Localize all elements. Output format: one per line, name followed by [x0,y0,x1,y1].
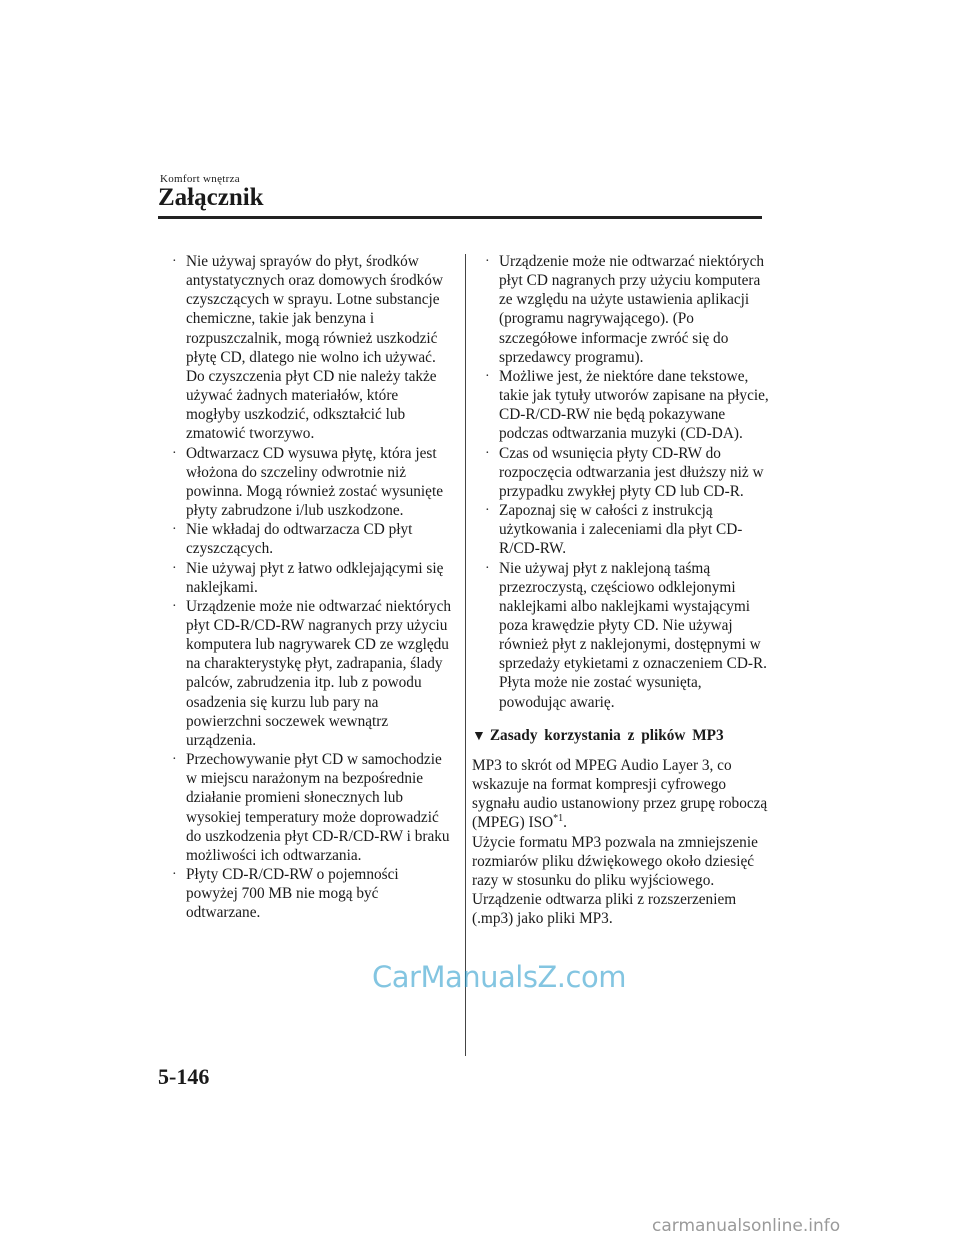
bullet-icon: · [172,445,177,461]
header-rule [158,216,762,219]
mp3-heading [472,726,769,746]
bullet-icon: · [172,254,177,269]
bullet-text: Urządzenie może nie odtwarzać niektórych płyt CD nagranych przy użyciu komputera ze względu na użyte ustawienia aplikacji (programu nagrywającego). (Po szczegółowe informacje zwróć się do sprzedawcy programu). [499,253,765,366]
bullet-text: Możliwe jest, że niektóre dane tekstowe, takie jak tytuły utworów zapisane na płycie, CD-R/CD-RW nie będą pokazywane podczas odtwarzania muzyki (CD-DA). [499,367,769,443]
section-title: Komfort wnętrza [160,173,240,185]
bullet-icon: · [485,368,490,384]
mp3-paragraph-1-end: . [563,814,567,832]
mp3-heading-text: Zasady korzystania z plików MP3 [489,726,724,744]
bullet-icon: · [485,560,490,576]
bullet-icon: · [485,503,490,519]
mp3-paragraph-3: Urządzenie odtwarza pliki z rozszerzeniem (.mp3) jako pliki MP3. [472,891,737,928]
bullet-text: Czas od wsunięcia płyty CD-RW do rozpoczęcia odtwarzania jest dłuższy niż w przypadku zwykłej płyty CD lub CD-R. [499,444,764,500]
bullet-item [172,252,454,444]
bullet-item [485,559,769,712]
bullet-icon: · [485,254,490,269]
bullet-item [485,252,769,367]
mp3-paragraph-1 [472,756,769,833]
bullet-text: Odtwarzacz CD wysuwa płytę, która jest włożona do szczeliny odwrotnie niż powinna. Mogą również zostać wysunięte płyty zabrudzone i/lub uszkodzone. [186,444,443,520]
bullet-item [172,559,454,597]
footnote-ref: *1 [553,813,564,825]
bullet-text: Płyty CD-R/CD-RW o pojemności powyżej 700 MB nie mogą być odtwarzane. [186,866,399,922]
bullet-text: Nie używaj płyt z łatwo odklejającymi się naklejkami. [186,559,444,596]
bullet-text: Przechowywanie płyt CD w samochodzie w miejscu narażonym na bezpośrednie działanie promieni słonecznych lub wysokiej temperatury może doprowadzić do uszkodzenia płyt CD-R/CD-RW i braku możliwości ich odtwarzania. [186,751,450,864]
mp3-paragraph-2: Użycie formatu MP3 pozwala na zmniejszenie rozmiarów pliku dźwiękowego około dziesięć razy w stosunku do pliku wyjściowego. [472,833,758,889]
bullet-icon: · [172,867,177,882]
footer-watermark: carmanualsonline.info [652,1216,841,1236]
mp3-paragraph-1-text: MP3 to skrót od MPEG Audio Layer 3, co wskazuje na format kompresji cyfrowego sygnału audio ustanowiony przez grupę roboczą (MPEG) ISO [472,756,768,832]
watermark: CarManualsZ.com [372,960,626,994]
bullet-text: Nie używaj sprayów do płyt, środków antystatycznych oraz domowych środków czyszczących w sprayu. Lotne substancje chemiczne, takie jak benzyna i rozpuszczalnik, mogą również uszkodzić płytę CD, dlatego nie wolno ich używać. Do czyszczenia płyt CD nie należy także używać żadnych materiałów, które mogłyby uszkodzić, odkształcić lub zmatowić tworzywo. [186,253,443,443]
bullet-icon: · [172,598,177,614]
bullet-item [485,444,769,501]
triangle-down-icon: ▼ [472,728,486,744]
bullet-text: Nie używaj płyt z naklejoną taśmą przezroczystą, częściowo odklejonymi naklejkami albo naklejkami wystającymi poza krawędzie płyty CD. Nie używaj również płyt z naklejonymi, dostępnymi w sprzedaży etykietami z oznaczeniem CD-R. Płyta może nie zostać wysunięta, powodując awarię. [499,559,768,711]
bullet-item [172,865,454,922]
bullet-item [172,444,454,521]
bullet-icon: · [172,560,177,576]
left-column [172,252,454,922]
bullet-item [172,520,454,558]
page-number: 5-146 [158,1064,210,1089]
chapter-title: Załącznik [158,184,264,211]
bullet-icon: · [485,445,490,461]
bullet-item [485,501,769,558]
bullet-text: Urządzenie może nie odtwarzać niektórych płyt CD-R/CD-RW nagranych przy użyciu komputera lub nagrywarek CD ze względu na charakterystykę płyt, zadrapania, ślady palców, zabrudzenia itp. lub z powodu osadzenia się kurzu lub pary na powierzchni soczewek wewnątrz urządzenia. [186,597,452,749]
bullet-icon: · [172,752,177,768]
bullet-item [172,597,454,750]
column-divider [465,254,466,1056]
right-column [472,252,769,928]
bullet-icon: · [172,522,177,538]
bullet-text: Zapoznaj się w całości z instrukcją użytkowania i zaleceniami dla płyt CD-R/CD-RW. [499,502,743,558]
bullet-item [172,750,454,865]
bullet-item [485,367,769,444]
mp3-description [472,756,769,928]
bullet-text: Nie wkładaj do odtwarzacza CD płyt czyszczących. [186,521,413,558]
